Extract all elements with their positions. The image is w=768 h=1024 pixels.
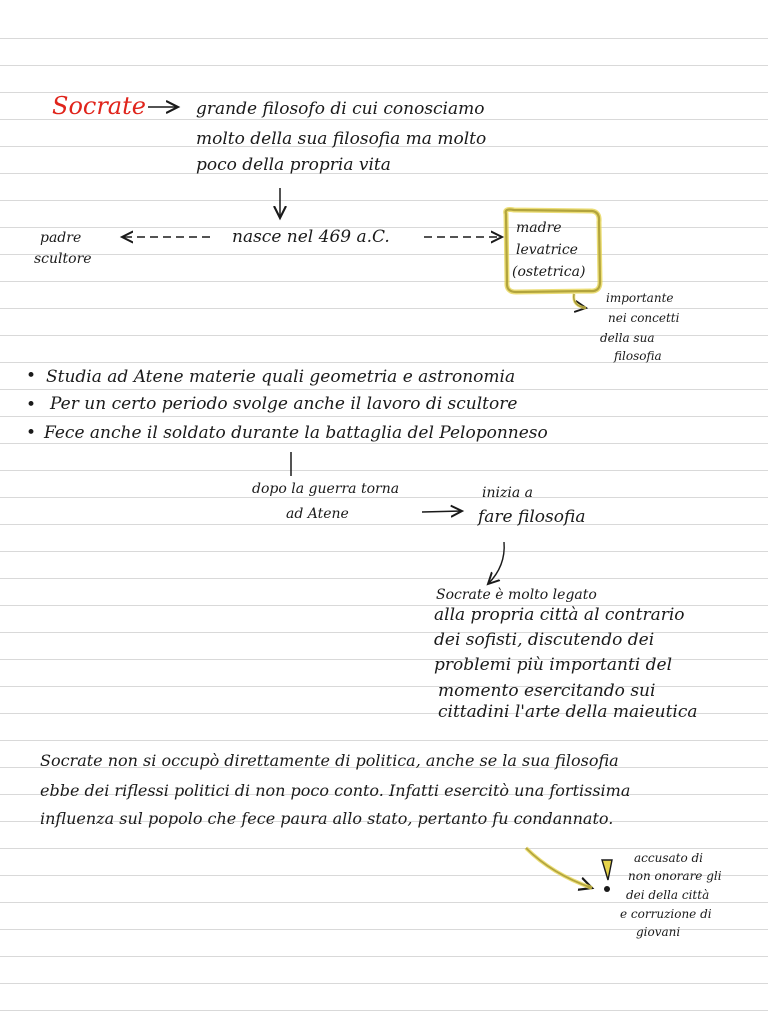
intro-line: molto della sua filosofia ma molto: [196, 129, 487, 149]
mother-label: (ostetrica): [512, 264, 586, 280]
page-title: Socrate: [52, 92, 146, 120]
bullet-item: Studia ad Atene materie quali geometria e astronomia: [46, 367, 516, 387]
politics-line: ebbe dei riflessi politici di non poco conto. Infatti esercitò una fortissima: [40, 781, 631, 800]
war-to-philosophy-arrow: [422, 511, 462, 512]
father-label: padre: [40, 230, 82, 246]
mother-note: importante: [606, 291, 674, 305]
accusation-note: giovani: [636, 925, 681, 939]
mother-label: levatrice: [516, 242, 578, 258]
intro-line: poco della propria vita: [196, 155, 391, 175]
bullet-dot: •: [26, 423, 37, 443]
city-note-line: momento esercitando sui: [438, 681, 656, 701]
accusation-note: e corruzione di: [620, 907, 712, 921]
after-war-text: dopo la guerra torna: [252, 481, 400, 497]
philosophy-note-arrow: [488, 542, 504, 584]
politics-line: Socrate non si occupò direttamente di politica, anche se la sua filosofia: [40, 751, 619, 770]
politics-line: influenza sul popolo che fece paura allo stato, pertanto fu condannato.: [40, 809, 614, 828]
mother-note: nei concetti: [608, 311, 680, 325]
bullet-dot: •: [26, 395, 37, 415]
accusation-arrow: [526, 848, 592, 888]
mother-box: [506, 210, 600, 293]
mother-note: della sua: [600, 331, 655, 345]
bullet-item: Fece anche il soldato durante la battaglia del Peloponneso: [44, 423, 548, 443]
bullet-item: Per un certo periodo svolge anche il lavoro di scultore: [50, 394, 518, 414]
bullet-dot: •: [26, 366, 37, 386]
philosophy-text: inizia a: [482, 485, 533, 501]
mother-note: filosofia: [614, 349, 662, 363]
city-note-line: alla propria città al contrario: [434, 605, 685, 625]
birth-text: nasce nel 469 a.C.: [232, 227, 390, 247]
city-note-line: cittadini l'arte della maieutica: [438, 702, 698, 722]
mother-label: madre: [516, 220, 562, 236]
city-note-line: dei sofisti, discutendo dei: [434, 630, 655, 650]
city-note-line: Socrate è molto legato: [436, 587, 597, 603]
exclamation-icon: [602, 860, 612, 892]
accusation-note: dei della città: [626, 888, 710, 902]
after-war-text: ad Atene: [286, 506, 349, 522]
accusation-note: non onorare gli: [628, 869, 722, 883]
philosophy-text: fare filosofia: [478, 507, 586, 527]
intro-line: grande filosofo di cui conosciamo: [196, 99, 485, 119]
father-label: scultore: [34, 251, 92, 267]
accusation-note: accusato di: [634, 851, 704, 865]
city-note-line: problemi più importanti del: [434, 655, 673, 675]
